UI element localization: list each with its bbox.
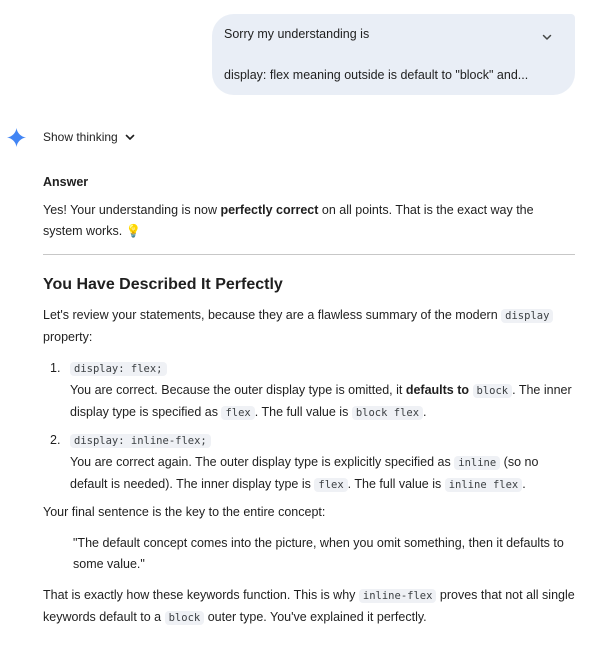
list-number: 1. <box>50 361 61 375</box>
user-message-line-1: Sorry my understanding is <box>224 27 370 41</box>
inline-code: inline <box>454 456 500 470</box>
statement-list <box>43 358 575 496</box>
inline-code: display: inline-flex; <box>70 434 211 448</box>
inline-code: display <box>501 309 553 323</box>
item-text: . <box>423 405 427 419</box>
intro-bold: perfectly correct <box>220 203 319 217</box>
inline-code: inline-flex <box>359 589 437 603</box>
item-text: (so no default is needed). The inner display type is <box>70 455 539 491</box>
review-paragraph <box>43 305 575 348</box>
review-text: Let's review your statements, because they are a flawless summary of the modern <box>43 308 502 322</box>
user-message-bubble <box>212 14 575 95</box>
chevron-down-icon[interactable] <box>541 31 553 43</box>
closing-text: outer type. You've explained it perfectly. <box>204 610 427 624</box>
item-text: . The full value is <box>254 405 352 419</box>
item-text: You are correct again. The outer display type is explicitly specified as <box>70 455 455 469</box>
answer-heading: Answer <box>43 175 89 189</box>
closing-text: That is exactly how these keywords function. This is why <box>43 588 359 602</box>
review-text-end: property: <box>43 330 93 344</box>
inline-code: flex <box>314 478 347 492</box>
inline-code: block <box>473 384 513 398</box>
intro-text-end: on all points. That is the exact way the system works. <box>43 203 534 238</box>
closing-text: proves that not all single keywords default to a <box>43 588 575 624</box>
inline-code: block flex <box>352 406 423 420</box>
show-thinking-button[interactable] <box>43 128 136 146</box>
quote-block: "The default concept comes into the picture, when you omit something, then it defaults to some value." <box>73 536 564 571</box>
list-number: 2. <box>50 433 61 447</box>
inline-code: block <box>165 611 205 625</box>
list-item <box>43 430 575 496</box>
section-title: You Have Described It Perfectly <box>43 276 283 293</box>
user-message-line-2: display: flex meaning outside is default to "block" and... <box>224 68 529 82</box>
response-content <box>43 174 575 629</box>
intro-text: Yes! Your understanding is now <box>43 203 221 217</box>
inline-code: inline flex <box>445 478 523 492</box>
item-text: . The inner display type is specified as <box>70 383 572 419</box>
lightbulb-icon: 💡 <box>125 224 142 238</box>
item-text <box>469 383 472 397</box>
answer-intro <box>43 200 575 242</box>
item-bold: defaults to <box>405 383 470 397</box>
inline-code: flex <box>221 406 254 420</box>
closing-paragraph <box>43 585 575 629</box>
show-thinking-label: Show thinking <box>43 130 118 144</box>
item-text: . The full value is <box>347 477 445 491</box>
list-item <box>43 358 575 424</box>
chevron-down-icon <box>124 131 136 143</box>
item-text: . <box>522 477 526 491</box>
gemini-spark-icon <box>7 128 26 147</box>
divider <box>43 254 575 255</box>
inline-code: display: flex; <box>70 362 167 376</box>
item-text: You are correct. Because the outer display type is omitted, it <box>70 383 406 397</box>
final-sentence-intro: Your final sentence is the key to the entire concept: <box>43 505 326 519</box>
